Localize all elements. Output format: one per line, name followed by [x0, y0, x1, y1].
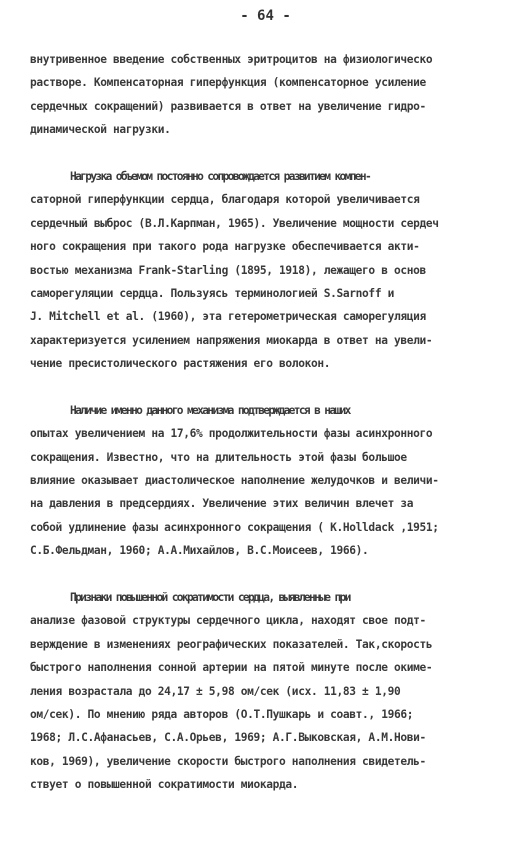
text-line: ков, 1969), увеличение скорости быстрого наполнения свидетель-	[30, 754, 426, 768]
text-line: сердечный выброс (В.Л.Карпман, 1965). Увеличение мощности сердеч	[30, 216, 439, 230]
text-line: ом/сек). По мнению ряда авторов (О.Т.Пушкарь и соавт., 1966;	[30, 707, 414, 721]
text-line: растворе. Компенсаторная гиперфункция (компенсаторное усиление	[30, 76, 426, 90]
paragraph	[30, 399, 506, 563]
text-line: 1968; Л.С.Афанасьев, С.А.Орьев, 1969; А.Г.Выковская, А.М.Нови-	[30, 731, 426, 745]
text-line: верждение в изменениях реографических показателей. Так,скорость	[30, 637, 433, 651]
text-line: саморегуляции сердца. Пользуясь терминологией S.Sarnoff и	[30, 286, 394, 300]
text-line: сердечных сокращений) развивается в ответ на увеличение гидро-	[30, 99, 426, 113]
text-line: на давления в предсердиях. Увеличение этих величин влечет за	[30, 497, 414, 511]
text-line: саторной гиперфункции сердца, благодаря которой увеличивается	[30, 193, 420, 207]
text-line: внутривенное введение собственных эритроцитов на физиологическо	[30, 53, 433, 66]
typescript-body	[30, 48, 506, 797]
text-line: опытах увеличением на 17,6% продолжительности фазы асинхронного	[30, 427, 433, 441]
text-line: Наличие именно данного механизма подтверждается в наших	[70, 403, 350, 417]
text-line: анализе фазовой структуры сердечного цикла, находят свое подт-	[30, 614, 426, 628]
text-line: сокращения. Известно, что на длительность этой фазы большое	[30, 450, 407, 464]
text-line: востью механизма Frank-Starling (1895, 1918), лежащего в основ	[30, 263, 426, 277]
text-line: влияние оказывает диастолическое наполнение желудочков и величи-	[30, 474, 439, 488]
paragraph-gap	[30, 375, 506, 398]
paragraph	[30, 586, 506, 797]
page-number: - 64 -	[240, 8, 291, 24]
text-line: Нагрузка объемом постоянно сопровождается развитием компен-	[70, 169, 371, 183]
text-line: J. Mitchell et al. (1960), эта гетерометрическая саморегуляция	[30, 310, 426, 324]
text-line: ного сокращения при такого рода нагрузке обеспечивается акти-	[30, 240, 420, 254]
text-line: собой удлинение фазы асинхронного сокращения ( K.Holldack ,1951;	[30, 520, 439, 534]
text-line: чение пресистолического растяжения его волокон.	[30, 357, 331, 371]
text-line: Признаки повышенной сократимости сердца, выявленные при	[70, 590, 350, 604]
text-line: быстрого наполнения сонной артерии на пятой минуте после окиме-	[30, 661, 433, 675]
text-line: характеризуется усилением напряжения миокарда в ответ на увели-	[30, 333, 433, 347]
text-line: ления возрастала до 24,17 ± 5,98 ом/сек (исх. 11,83 ± 1,90	[30, 684, 401, 698]
paragraph	[30, 165, 506, 376]
paragraph-gap	[30, 563, 506, 586]
text-line: С.Б.Фельдман, 1960; А.А.Михайлов, В.С.Моисеев, 1966).	[30, 544, 369, 558]
text-line: ствует о повышенной сократимости миокарда.	[30, 778, 299, 792]
paragraph-gap	[30, 142, 506, 165]
text-line: динамической нагрузки.	[30, 123, 171, 137]
paragraph	[30, 48, 506, 142]
